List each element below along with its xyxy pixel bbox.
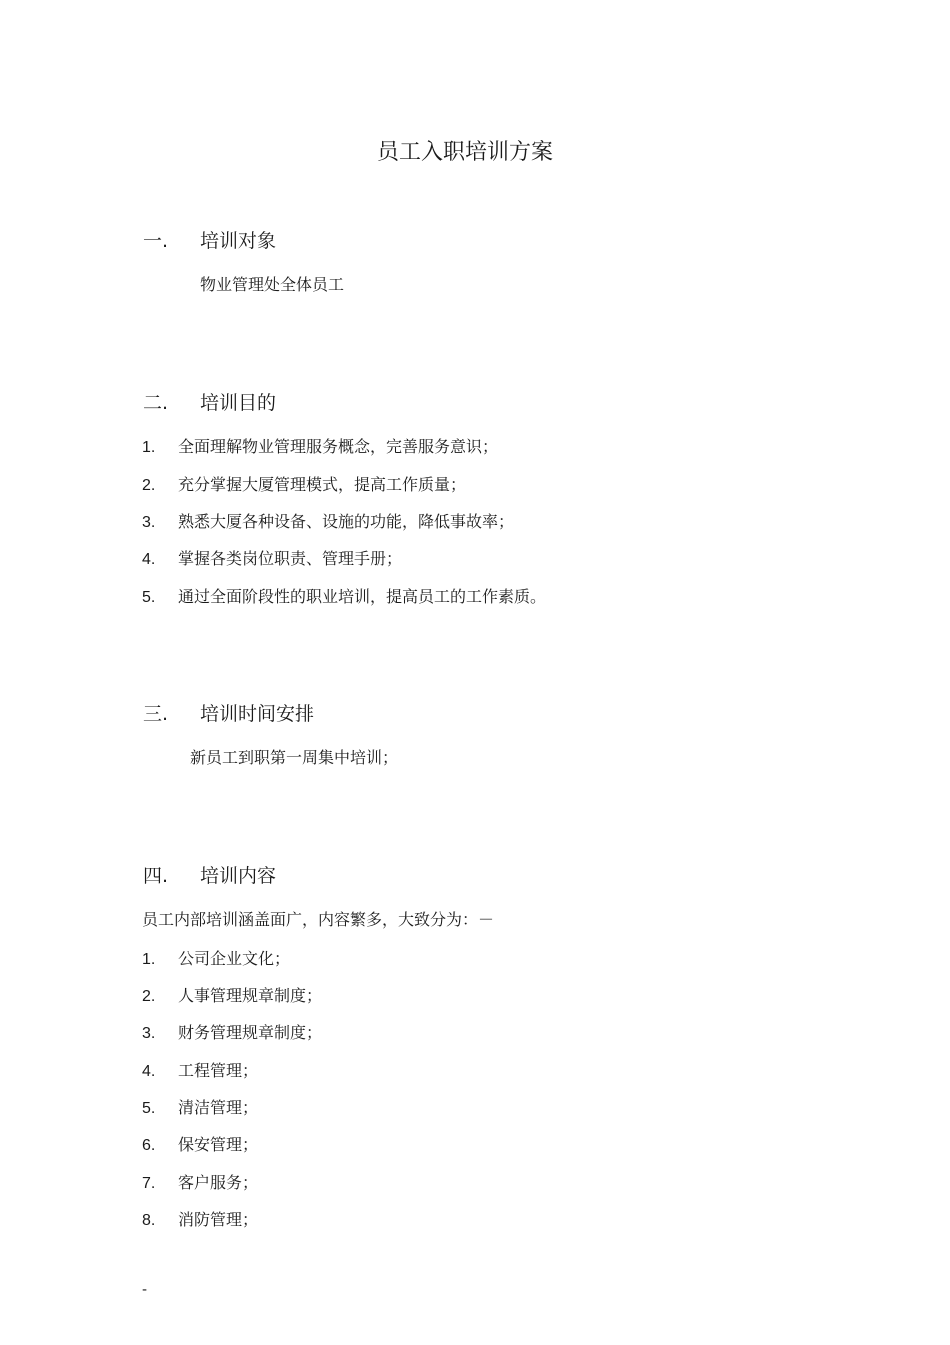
section-number: 四. <box>143 865 169 887</box>
list-item <box>142 474 466 497</box>
list-item-number: 4. <box>142 1063 156 1080</box>
list-item <box>142 1134 258 1157</box>
section-1-text: 物业管理处全体员工 <box>200 275 345 294</box>
section-heading-3 <box>143 701 314 727</box>
list-item-text: 熟悉大厦各种设备、设施的功能，降低事故率； <box>178 512 515 531</box>
section-number: 三. <box>143 703 169 725</box>
section-title: 培训目的 <box>200 392 277 414</box>
section-heading-1 <box>143 228 276 254</box>
document-title: 员工入职培训方案 <box>376 140 553 165</box>
footer-mark: - <box>142 1282 148 1298</box>
list-item-number: 4. <box>142 551 156 568</box>
list-item-number: 5. <box>142 589 156 606</box>
list-item <box>142 1060 258 1083</box>
list-item <box>142 586 546 609</box>
list-item-number: 1. <box>142 439 156 456</box>
list-item <box>142 1209 258 1232</box>
section-number: 二. <box>143 392 169 414</box>
list-item-text: 保安管理； <box>178 1135 259 1154</box>
list-item-text: 掌握各类岗位职责、管理手册； <box>178 549 403 568</box>
list-item <box>142 1022 322 1045</box>
list-item <box>142 1172 258 1195</box>
list-item-text: 消防管理； <box>178 1210 259 1229</box>
list-item-number: 8. <box>142 1212 156 1229</box>
section-title: 培训时间安排 <box>200 703 315 725</box>
list-item <box>142 436 498 459</box>
section-title: 培训对象 <box>200 230 277 252</box>
list-item-number: 1. <box>142 951 156 968</box>
list-item-text: 通过全面阶段性的职业培训，提高员工的工作素质。 <box>178 587 547 606</box>
list-item-text: 客户服务； <box>178 1173 259 1192</box>
list-item-text: 全面理解物业管理服务概念，完善服务意识； <box>178 437 499 456</box>
section-4-intro: 员工内部培训涵盖面广，内容繁多，大致分为：－ <box>142 910 495 929</box>
list-item-text: 清洁管理； <box>178 1098 259 1117</box>
section-3-text: 新员工到职第一周集中培训； <box>190 748 399 767</box>
list-item <box>142 985 322 1008</box>
list-item <box>142 511 514 534</box>
section-title: 培训内容 <box>200 865 277 887</box>
list-item-number: 3. <box>142 1025 156 1042</box>
list-item-number: 2. <box>142 477 156 494</box>
list-item <box>142 548 402 571</box>
section-heading-4 <box>143 863 276 889</box>
list-item-text: 工程管理； <box>178 1061 259 1080</box>
list-item-text: 充分掌握大厦管理模式，提高工作质量； <box>178 475 467 494</box>
list-item-text: 财务管理规章制度； <box>178 1023 323 1042</box>
list-item-text: 公司企业文化； <box>178 949 291 968</box>
list-item-number: 7. <box>142 1175 156 1192</box>
list-item-number: 2. <box>142 988 156 1005</box>
list-item-number: 5. <box>142 1100 156 1117</box>
list-item-text: 人事管理规章制度； <box>178 986 323 1005</box>
section-number: 一. <box>143 230 169 252</box>
list-item <box>142 1097 258 1120</box>
section-heading-2 <box>143 390 276 416</box>
list-item <box>142 948 290 971</box>
list-item-number: 3. <box>142 514 156 531</box>
list-item-number: 6. <box>142 1137 156 1154</box>
